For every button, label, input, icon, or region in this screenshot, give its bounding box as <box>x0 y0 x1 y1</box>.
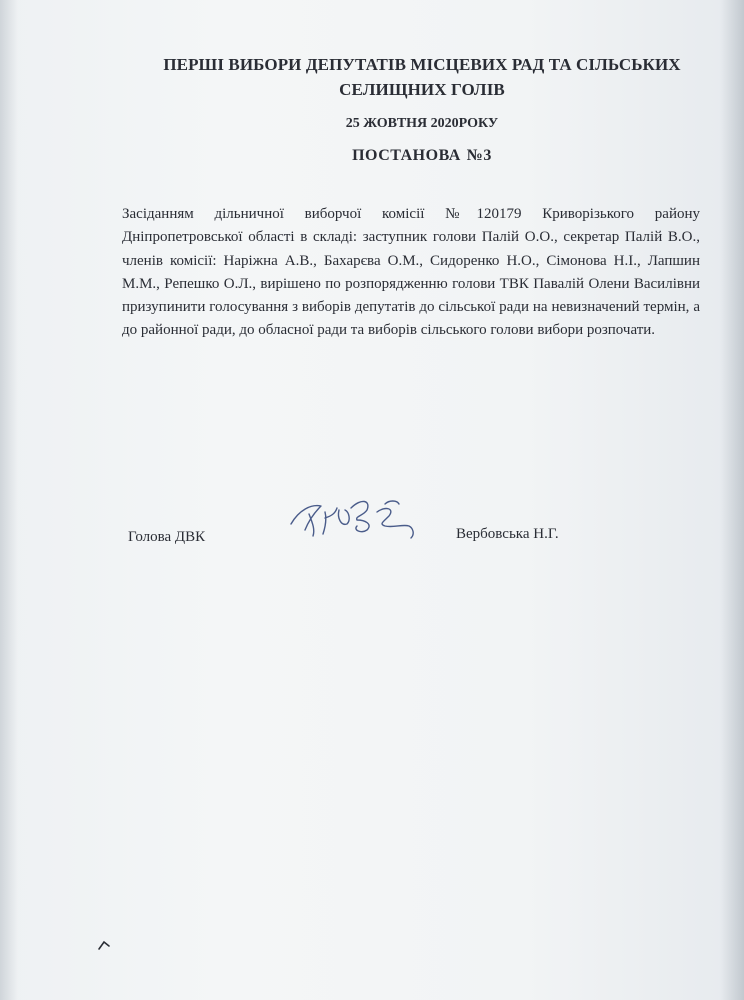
stray-ink-mark <box>96 938 112 952</box>
page-shadow-left <box>0 0 18 1000</box>
resolution-body: Засіданням дільничної виборчої комісії №120179 Криворізького району Дніпропетровської області в складі: заступник голови Палій О.О., секретар Палій В.О., членів комісії: Наріжна А.В., Бахарєва О.М., Сидоренко Н.О., Сімонова Н.І., Лапшин М.М., Репешко О.Л., вирішено по розпорядженню голови ТВК Павалій Олени Василівни призупинити голосування з виборів депутатів до сільської ради на невизначений термін, а до районної ради, до обласної ради та виборів сільського голови вибори розпочати. <box>122 206 700 339</box>
resolution-number: №3 <box>466 147 492 164</box>
document-title <box>80 52 744 102</box>
document-date: 25 ЖОВТНЯ 2020РОКУ <box>345 116 499 131</box>
signatory-name: Вербовська Н.Г. <box>456 526 559 542</box>
signatory-role: Голова ДВК <box>128 529 206 545</box>
resolution-label: ПОСТАНОВА <box>352 147 461 164</box>
title-line-2: СЕЛИЩНИХ ГОЛІВ <box>339 80 505 99</box>
handwritten-signature <box>285 490 425 552</box>
title-line-1: ПЕРШІ ВИБОРИ ДЕПУТАТІВ МІСЦЕВИХ РАД ТА СІЛЬСЬКИХ <box>163 55 681 74</box>
resolution-heading <box>80 147 744 165</box>
